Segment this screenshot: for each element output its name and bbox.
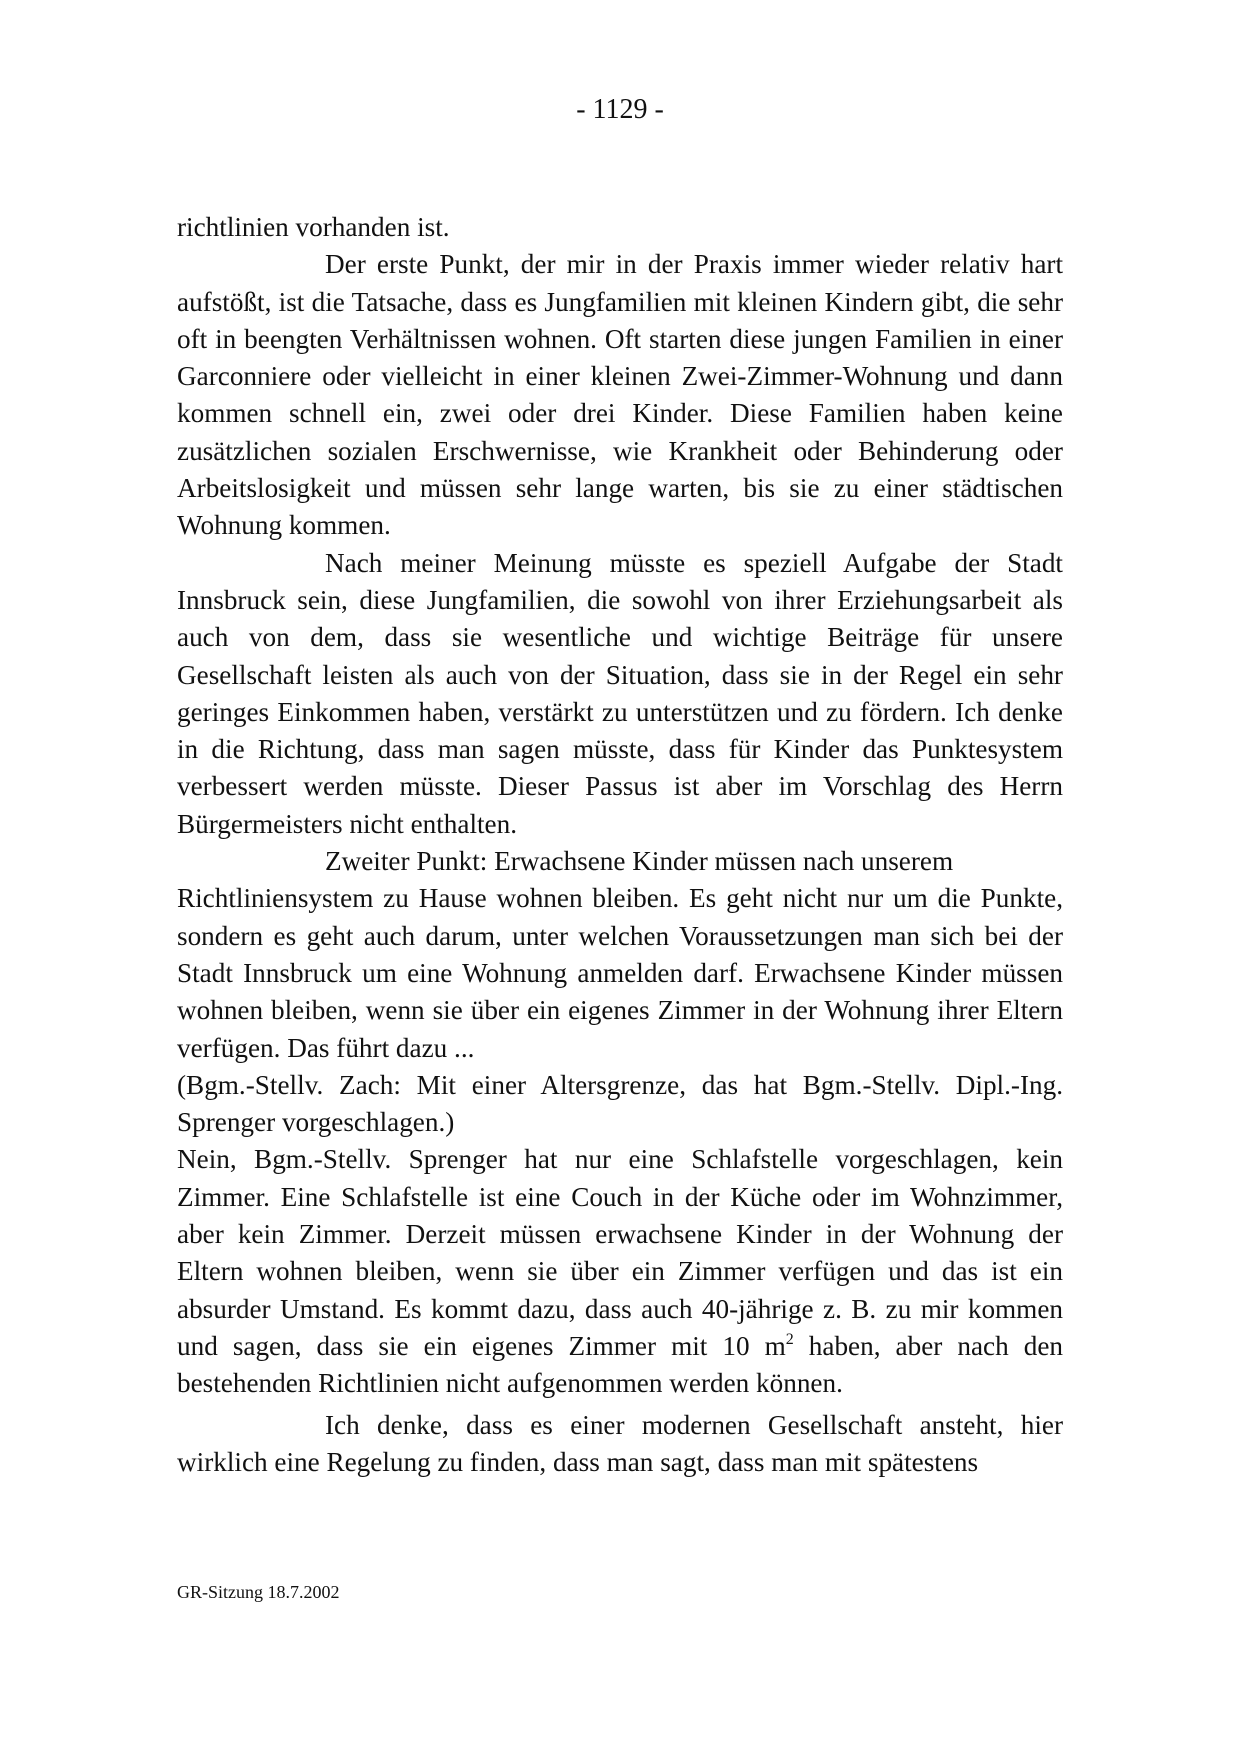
paragraph-jungfamilien: Der erste Punkt, der mir in der Praxis immer wieder relativ hart aufstößt, ist die Tatsache, dass es Jungfamilien mit kleinen Kindern gibt, die sehr oft in beengten Verhältnissen wohnen. Oft starten diese jungen Familien in einer Garconniere oder vielleicht in einer kleinen Zwei-Zimmer-Wohnung und dann kommen schnell ein, zwei oder drei Kinder. Diese Familien haben keine zusätzlichen sozialen Erschwernisse, wie Krankheit oder Behinderung oder Arbeitslosigkeit und müssen sehr lange warten, bis sie zu einer städtischen Wohnung kommen. xyxy=(177,249,1063,541)
schlafstelle-text-after: haben, aber nach den bestehenden Richtlinien nicht aufgenommen werden können. xyxy=(177,1330,1063,1399)
paragraph-continuation: richtlinien vorhanden ist. xyxy=(177,212,450,242)
paragraph-zweiter-punkt-body: Richtliniensystem zu Hause wohnen bleiben. Es geht nicht nur um die Punkte, sondern es geht auch darum, unter welchen Voraussetzungen man sich bei der Stadt Innsbruck um eine Wohnung anmelden darf. Erwachsene Kinder müssen wohnen bleiben, wenn sie über ein eigenes Zimmer in der Wohnung ihrer Eltern verfügen. Das führt dazu ... xyxy=(177,883,1063,1063)
paragraph-schlafstelle xyxy=(177,1141,1063,1402)
footer-meeting-date: GR-Sitzung 18.7.2002 xyxy=(177,1582,340,1602)
paragraph-interjection: (Bgm.-Stellv. Zach: Mit einer Altersgrenze, das hat Bgm.-Stellv. Dipl.-Ing. Sprenger vorgeschlagen.) xyxy=(177,1069,1063,1138)
paragraph-gesellschaft: Ich denke, dass es einer modernen Gesellschaft ansteht, hier wirklich eine Regelung zu finden, dass man sagt, dass man mit spätestens xyxy=(177,1409,1063,1477)
paragraph-meinung: Nach meiner Meinung müsste es speziell Aufgabe der Stadt Innsbruck sein, diese Jungfamilien, die sowohl von ihrer Erziehungsarbeit als auch von dem, dass sie wesentliche und wichtige Beiträge für unsere Gesellschaft leisten als auch von der Situation, dass sie in der Regel ein sehr geringes Einkommen haben, verstärkt zu unterstützen und zu fördern. Ich denke in die Richtung, dass man sagen müsste, dass für Kinder das Punktesystem verbessert werden müsste. Dieser Passus ist aber im Vorschlag des Herrn Bürgermeisters nicht enthalten. xyxy=(177,547,1063,839)
paragraph-zweiter-punkt xyxy=(177,843,1063,1067)
page-number: - 1129 - xyxy=(576,94,664,125)
document-body xyxy=(177,209,1063,1481)
paragraph-zweiter-punkt-lead: Zweiter Punkt: Erwachsene Kinder müssen nach unserem xyxy=(325,846,954,877)
schlafstelle-text-before: Nein, Bgm.-Stellv. Sprenger hat nur eine Schlafstelle vorgeschlagen, kein Zimmer. Eine Schlafstelle ist eine Couch in der Küche oder im Wohnzimmer, aber kein Zimmer. Derzeit müssen erwachsene Kinder in der Wohnung der Eltern wohnen bleiben, wenn sie über ein Zimmer verfügen und das ist ein absurder Umstand. Es kommt dazu, dass auch 40-jährige z. B. zu mir kommen und sagen, dass sie ein eigenes Zimmer mit 10 m xyxy=(177,1144,1063,1361)
superscript-two: 2 xyxy=(785,1330,794,1348)
